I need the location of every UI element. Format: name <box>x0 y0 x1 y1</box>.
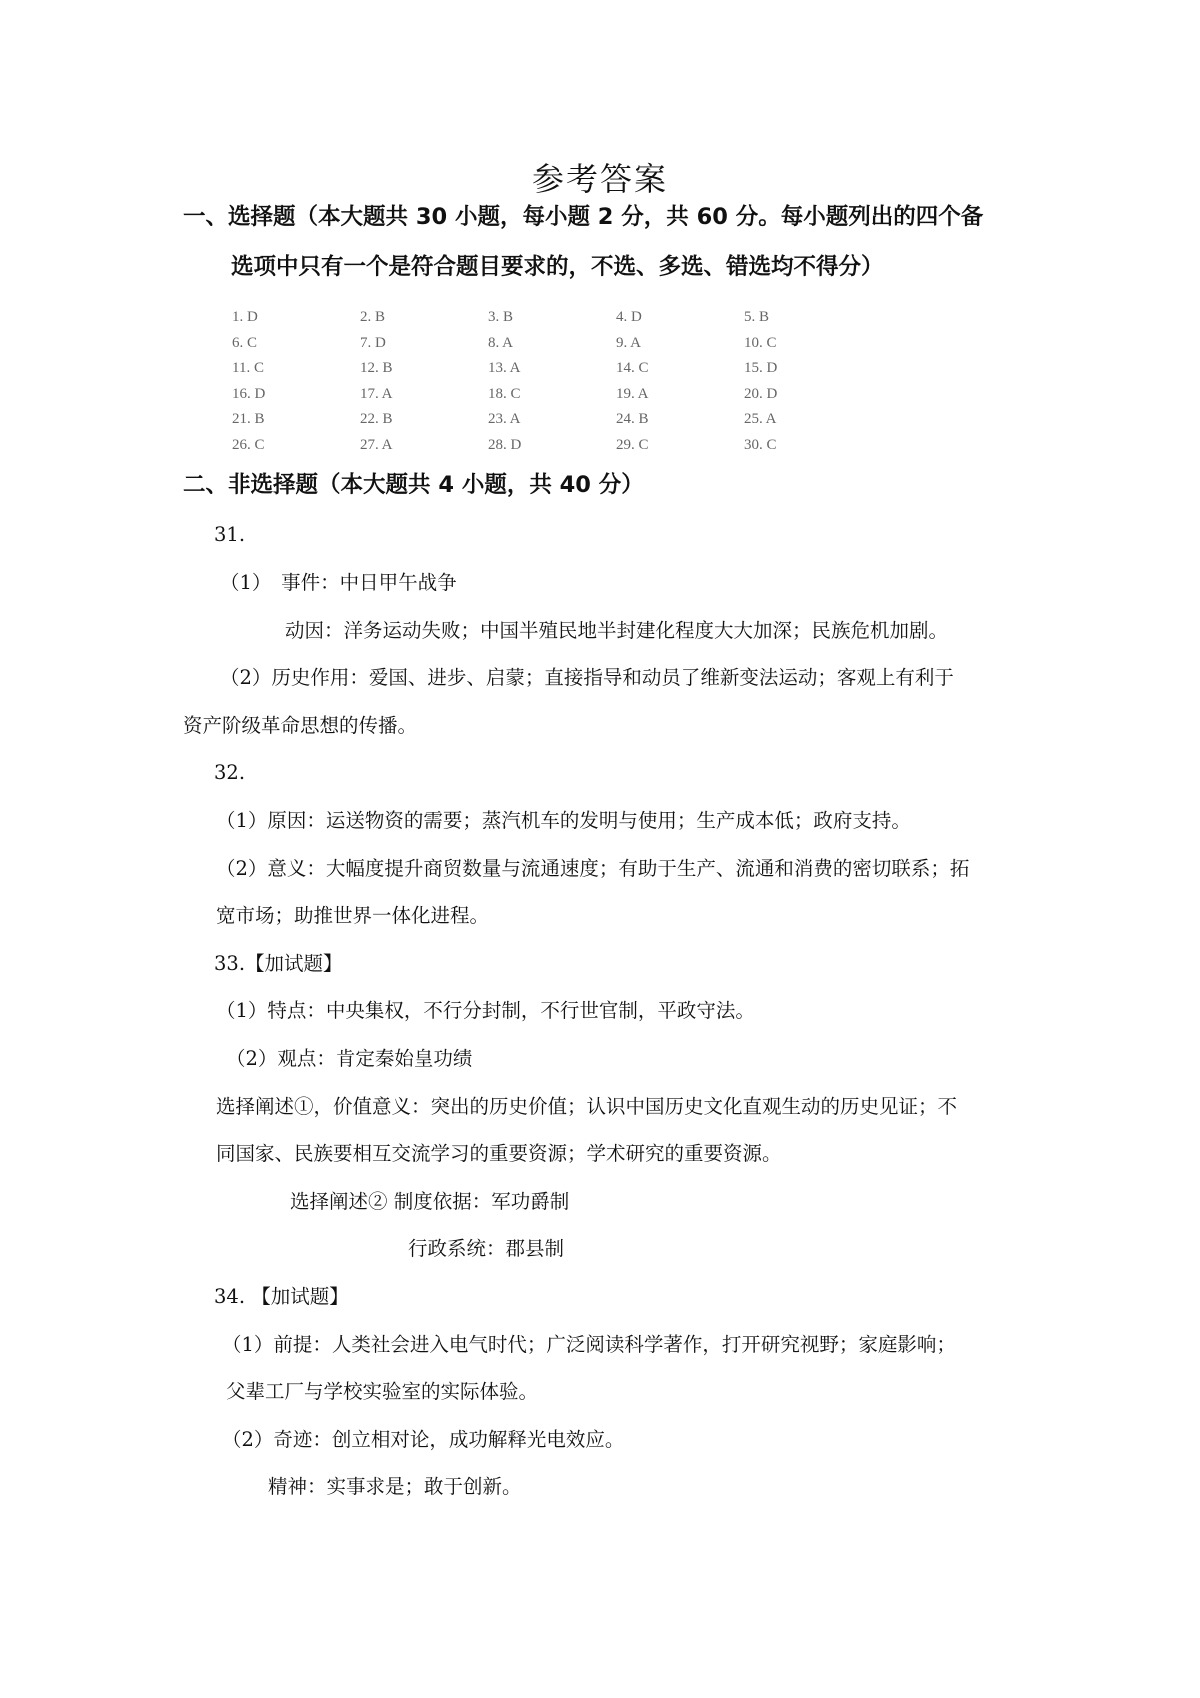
q34-part1-line1: （1）前提：人类社会进入电气时代；广泛阅读科学著作，打开研究视野；家庭影响； <box>222 1333 956 1356</box>
q31-part2-line2: 资产阶级革命思想的传播。 <box>183 714 418 737</box>
q33-option1-line1: 选择阐述①，价值意义：突出的历史价值；认识中国历史文化直观生动的历史见证；不 <box>216 1095 958 1118</box>
question-32-number: 32. <box>214 761 246 784</box>
answer-item: 4. D <box>616 309 642 325</box>
answer-item: 10. C <box>744 334 777 351</box>
q31-part1-motive: 动因：洋务运动失败；中国半殖民地半封建化程度大大加深；民族危机加剧。 <box>285 619 949 642</box>
q33-part1: （1）特点：中央集权，不行分封制，不行世官制，平政守法。 <box>216 999 755 1022</box>
question-31-number: 31. <box>214 523 246 546</box>
q33-part2-view: （2）观点：肯定秦始皇功绩 <box>226 1047 473 1070</box>
q33-option1-line2: 同国家、民族要相互交流学习的重要资源；学术研究的重要资源。 <box>216 1142 782 1165</box>
answer-item: 28. D <box>488 436 522 453</box>
answer-item: 30. C <box>744 436 777 453</box>
answer-item: 15. D <box>744 360 778 377</box>
answer-item: 9. A <box>616 334 642 351</box>
question-34-number: 34. 【加试题】 <box>214 1285 349 1308</box>
answer-item: 16. D <box>232 385 266 402</box>
section-1-heading-line-1: 一、选择题（本大题共 30 小题，每小题 2 分，共 60 分。每小题列出的四个备 <box>183 204 984 230</box>
answer-item: 19. A <box>616 385 649 402</box>
q34-part1-line2: 父辈工厂与学校实验室的实际体验。 <box>226 1380 539 1403</box>
q32-part1: （1）原因：运送物资的需要；蒸汽机车的发明与使用；生产成本低；政府支持。 <box>216 809 911 832</box>
answer-item: 13. A <box>488 360 521 377</box>
answer-item: 1. D <box>232 309 258 325</box>
answer-item: 26. C <box>232 436 265 453</box>
answer-item: 23. A <box>488 411 521 428</box>
answer-item: 20. D <box>744 385 778 402</box>
q31-part2-line1: （2）历史作用：爱国、进步、启蒙；直接指导和动员了维新变法运动；客观上有利于 <box>220 666 954 689</box>
q33-option2-basis: 选择阐述② 制度依据：军功爵制 <box>290 1190 570 1213</box>
answer-item: 14. C <box>616 360 649 377</box>
q31-part1-event: （1） 事件：中日甲午战争 <box>220 571 457 594</box>
q34-part2-miracle: （2）奇迹：创立相对论，成功解释光电效应。 <box>222 1428 625 1451</box>
question-33-number: 33.【加试题】 <box>214 952 343 975</box>
answer-item: 27. A <box>360 436 393 453</box>
answer-item: 6. C <box>232 334 258 351</box>
answer-item: 5. B <box>744 309 770 325</box>
q32-part2-line1: （2）意义：大幅度提升商贸数量与流通速度；有助于生产、流通和消费的密切联系；拓 <box>216 857 970 880</box>
q32-part2-line2: 宽市场；助推世界一体化进程。 <box>216 904 490 927</box>
answer-item: 22. B <box>360 411 393 428</box>
q33-option2-admin: 行政系统：郡县制 <box>408 1237 565 1260</box>
section-2-heading: 二、非选择题（本大题共 4 小题，共 40 分） <box>183 472 644 498</box>
answer-grid <box>232 305 872 459</box>
answer-item: 18. C <box>488 385 521 402</box>
answer-item: 17. A <box>360 385 393 402</box>
answer-item: 11. C <box>232 360 264 377</box>
answer-item: 7. D <box>360 334 386 351</box>
answer-item: 8. A <box>488 334 514 351</box>
answer-item: 24. B <box>616 411 649 428</box>
answer-item: 29. C <box>616 436 649 453</box>
answer-item: 25. A <box>744 411 777 428</box>
section-1-heading-line-2: 选项中只有一个是符合题目要求的，不选、多选、错选均不得分） <box>231 254 884 280</box>
answer-item: 2. B <box>360 309 386 325</box>
q34-part2-spirit: 精神：实事求是；敢于创新。 <box>268 1475 522 1498</box>
answer-item: 3. B <box>488 309 514 325</box>
page-title: 参考答案 <box>531 160 668 198</box>
answer-item: 12. B <box>360 360 393 377</box>
section-1-heading <box>183 192 983 292</box>
answer-item: 21. B <box>232 411 265 428</box>
